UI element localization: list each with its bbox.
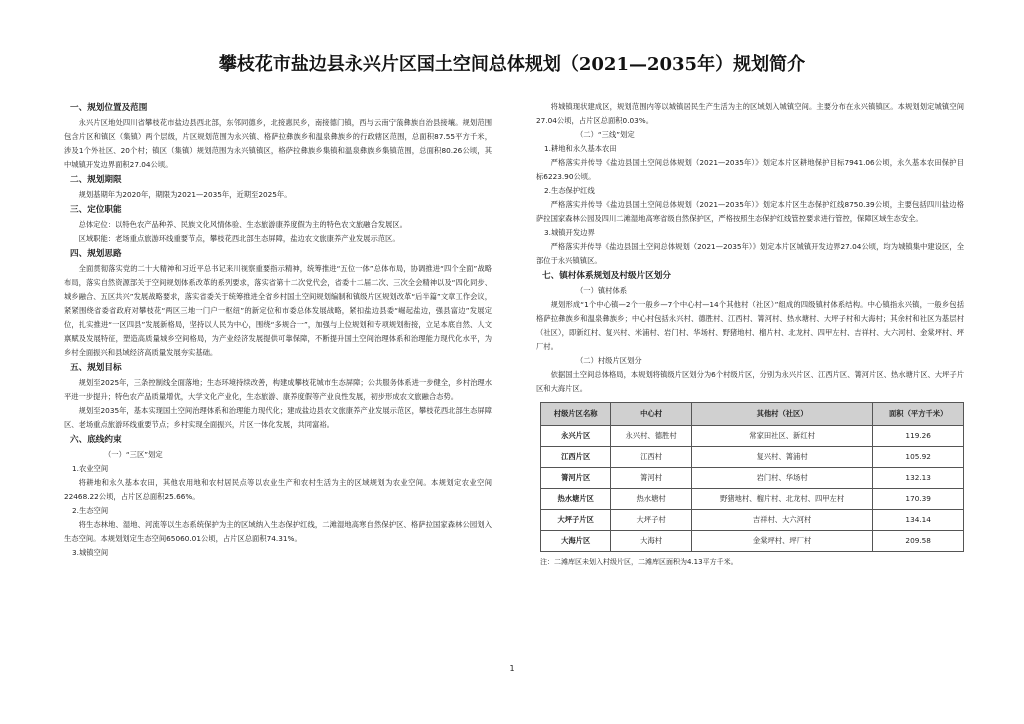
paragraph: 区域职能：老场重点旅游环线重要节点，攀枝花西北部生态屏障，盐边农文旅康养产业发展示范区。 (78, 234, 400, 243)
other-villages-cell: 岩门村、华场村 (691, 468, 873, 489)
item-heading: 2.生态保护红线 (544, 186, 595, 195)
column-header: 村级片区名称 (541, 403, 611, 426)
table-note: 注：二滩库区未划入村级片区，二滩库区面积为4.13平方千米。 (540, 558, 738, 566)
table-row (541, 531, 964, 552)
column-header: 其他村（社区） (691, 403, 873, 426)
center-village-cell: 大坪子村 (611, 510, 691, 531)
other-villages-cell: 吉祥村、大六河村 (691, 510, 873, 531)
right-column (536, 100, 964, 569)
center-village-cell: 箐河村 (611, 468, 691, 489)
table-row (541, 489, 964, 510)
page-number: 1 (509, 664, 515, 673)
center-village-cell: 热水塘村 (611, 489, 691, 510)
section-heading: 一、规划位置及范围 (70, 103, 148, 113)
area-cell: 170.39 (873, 489, 964, 510)
subsection-heading: （二）村级片区划分 (576, 356, 642, 365)
table-row (541, 510, 964, 531)
column-header: 面积（平方千米） (873, 403, 964, 426)
table-row (541, 447, 964, 468)
area-cell: 209.58 (873, 531, 964, 552)
section-heading: 五、规划目标 (70, 363, 122, 373)
table-row (541, 426, 964, 447)
area-cell: 105.92 (873, 447, 964, 468)
paragraph: 规划至2035年，基本实现国土空间治理体系和治理能力现代化；建成盐边县农文旅康养产业发展示范区，攀枝花西北部生态屏障区、老场重点旅游环线重要节点；乡村实现全面振兴，片区一体化发展，共同富裕。 (64, 406, 492, 429)
other-villages-cell: 常家田社区、新红村 (691, 426, 873, 447)
table-header-row (541, 403, 964, 426)
subsection-heading: （二）“三线”划定 (576, 130, 635, 139)
subsection-heading: （一）“三区”划定 (104, 450, 163, 459)
item-heading: 3.城镇开发边界 (544, 228, 595, 237)
other-villages-cell: 野猪地村、榴片村、北龙村、四甲左村 (691, 489, 873, 510)
paragraph: 规划至2025年，三条控制线全面落地；生态环境持续改善，构建成攀枝花城市生态屏障；公共服务体系进一步健全，乡村治理水平进一步提升；特色农产品质量增优，大学文化产业化，生态旅游、康养度假等产业良性发展，初步形成农文旅融合态势。 (64, 378, 492, 401)
paragraph: 严格落实并传导《盐边县国土空间总体规划（2021—2035年）》划定本片区城镇开发边界27.04公顷，均为城镇集中建设区，全部位于永兴镇镇区。 (536, 242, 964, 265)
subsection-heading: （一）镇村体系 (576, 286, 628, 295)
paragraph: 永兴片区地处四川省攀枝花市盐边县西北部，东邻同德乡，北接惠民乡，南接德门镇，西与云南宁蒗彝族自治县接壤。规划范围包含片区和镇区（集镇）两个层级，片区规划范围为永兴镇、格萨拉彝族乡和温泉彝族乡的行政辖区范围，总面积87.55平方千米，涉及1个外社区、20个村；镇区（集镇）规划范围为永兴镇镇区，格萨拉彝族乡集镇和温泉彝族乡集镇范围，总面积80.26公顷，其中城镇开发边界面积27.04公顷。 (64, 118, 492, 169)
paragraph: 全面贯彻落实党的二十大精神和习近平总书记来川视察重要指示精神，统筹推进“五位一体”总体布局，协调推进“四个全面”战略布局，落实自然资源部关于空间规划体系改革的系列要求，落实省第十二次党代会，省委十二届二次、三次全会精神以及“四化同步、城乡融合、五区共兴”发展战略要求，落实省委关于统筹推进全省乡村国土空间规划编制和镇级片区规划改革“后半篇”文章工作会议，紧紧围绕省委省政府对攀枝花“两区三地一门户一枢纽”的新定位和市委总体发展战略，紧扣盐边县委“崛起盐边，强县富边”发展定位，扎实推进“一区四县”发展新格局，坚持以人民为中心，围绕“多规合一”，加强与上位规划和专项规划衔接，立足本底自然、人文禀赋及发展特征，塑造高质量城乡空间格局，为产业经济发展提供可靠保障，不断提升国土空间治理体系和治理能力现代化水平，为乡村全面振兴和县域经济高质量发展夯实基础。 (64, 264, 492, 357)
area-cell: 119.26 (873, 426, 964, 447)
section-heading: 三、定位职能 (70, 205, 122, 215)
paragraph: 严格落实并传导《盐边县国土空间总体规划（2021—2035年）》划定本片区耕地保护目标7941.06公顷，永久基本农田保护目标6223.90公顷。 (536, 158, 964, 181)
column-header: 中心村 (611, 403, 691, 426)
paragraph: 严格落实并传导《盐边县国土空间总体规划（2021—2035年）》划定本片区生态保护红线8750.39公顷，主要包括四川盐边格萨拉国家森林公园及四川二滩湿地高寒省级自然保护区，严格按照生态保护红线管控要求进行管控，保障区域生态安全。 (536, 200, 964, 223)
center-village-cell: 大海村 (611, 531, 691, 552)
paragraph: 总体定位：以特色农产品种养、民族文化风情体验、生态旅游康养度假为主的特色农文旅融合发展区。 (78, 220, 407, 229)
item-heading: 2.生态空间 (72, 506, 109, 515)
item-heading: 1.耕地和永久基本农田 (544, 144, 617, 153)
paragraph: 依据国土空间总体格局，本规划将镇级片区划分为6个村级片区，分别为永兴片区、江西片区、箐河片区、热水塘片区、大坪子片区和大海片区。 (536, 370, 964, 393)
zone-name-cell: 江西片区 (541, 447, 611, 468)
section-heading: 六、底线约束 (70, 435, 122, 445)
section-heading: 四、规划思路 (70, 249, 122, 259)
area-cell: 134.14 (873, 510, 964, 531)
zone-name-cell: 大坪子片区 (541, 510, 611, 531)
paragraph: 将耕地和永久基本农田，其他农用地和农村居民点等以农业生产和农村生活为主的区域规划为农业空间。本规划定农业空间22468.22公顷，占片区总面积25.66%。 (64, 478, 492, 501)
zone-name-cell: 热水塘片区 (541, 489, 611, 510)
zone-name-cell: 箐河片区 (541, 468, 611, 489)
village-zone-table (540, 402, 964, 552)
paragraph: 将城镇现状建成区，规划范围内等以城镇居民生产生活为主的区域划入城镇空间。主要分布在永兴镇镇区。本规划划定城镇空间27.04公顷，占片区总面积0.03%。 (536, 102, 964, 125)
section-heading: 七、镇村体系规划及村级片区划分 (542, 271, 671, 281)
page-title: 攀枝花市盐边县永兴片区国土空间总体规划（2021—2035年）规划简介 (218, 54, 806, 75)
center-village-cell: 永兴村、德胜村 (611, 426, 691, 447)
item-heading: 1.农业空间 (72, 464, 109, 473)
zone-name-cell: 大海片区 (541, 531, 611, 552)
paragraph: 规划基期年为2020年，期限为2021—2035年，近期至2025年。 (78, 190, 292, 199)
left-column (64, 100, 492, 560)
item-heading: 3.城镇空间 (72, 548, 109, 557)
center-village-cell: 江西村 (611, 447, 691, 468)
paragraph: 规划形成“1个中心镇—2个一般乡—7个中心村—14个其他村（社区）”组成的四级镇村体系结构。中心镇指永兴镇，一般乡包括格萨拉彝族乡和温泉彝族乡；中心村包括永兴村、德胜村、江西村、箐河村、热水塘村、大坪子村和大海村；其余村和社区为基层村（社区），即新红村、复兴村、米浦村、岩门村、华场村、野猪地村、榴片村、北龙村、四甲左村、吉祥村、大六河村、金棠坪村、坪厂村。 (536, 300, 964, 351)
zone-name-cell: 永兴片区 (541, 426, 611, 447)
area-cell: 132.13 (873, 468, 964, 489)
other-villages-cell: 复兴村、箐浦村 (691, 447, 873, 468)
paragraph: 将生态林地、湿地、河流等以生态系统保护为主的区域纳入生态保护红线，二滩湿地高寒自然保护区、格萨拉国家森林公园划入生态空间。本规划划定生态空间65060.01公顷，占片区总面积74.31%。 (64, 520, 492, 543)
section-heading: 二、规划期限 (70, 175, 122, 185)
table-row (541, 468, 964, 489)
other-villages-cell: 金棠坪村、坪厂村 (691, 531, 873, 552)
